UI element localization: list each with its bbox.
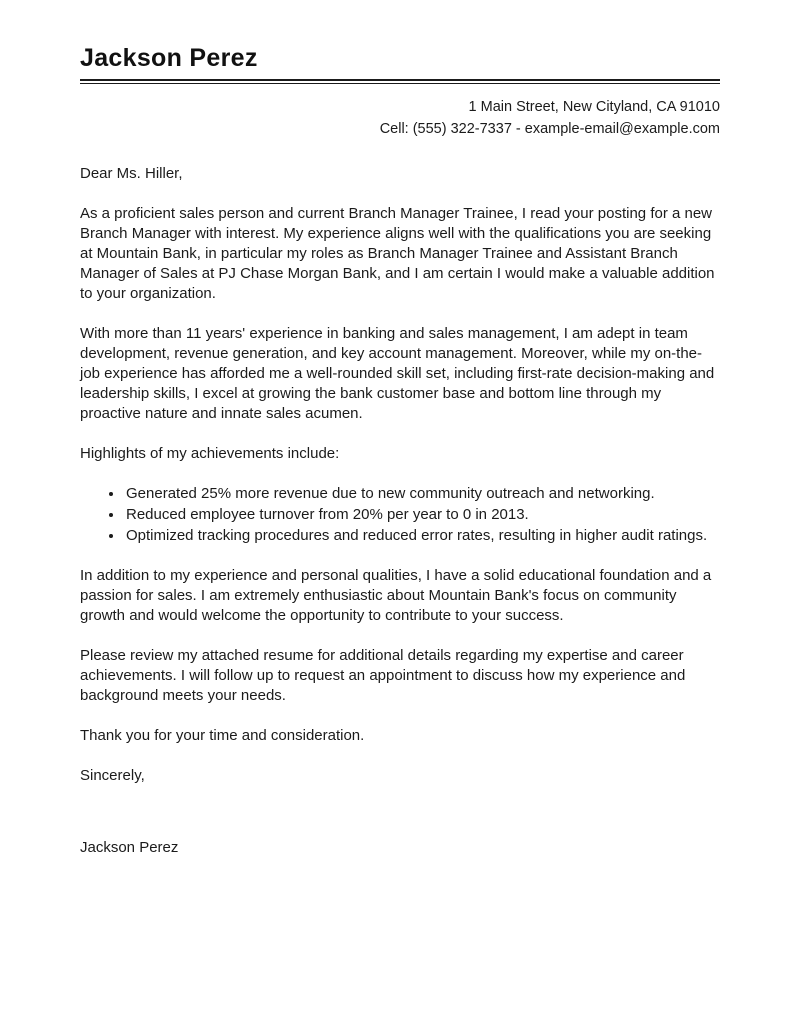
paragraph-experience: With more than 11 years' experience in banking and sales management, I am adept in team development, revenue generation, and key account management. Moreover, while my on-the-job experience has afforded me a well-rounded skill set, including first-rate decision-making and leadership skills, I excel at growing the bank customer base and bottom line through my proactive nature and innate sales acumen. bbox=[80, 325, 715, 422]
paragraph-education: In addition to my experience and personal qualities, I have a solid educational foundation and a passion for sales. I am extremely enthusiastic about Mountain Bank's focus on community growth and would welcome the opportunity to contribute to your success. bbox=[80, 567, 712, 624]
signature-name: Jackson Perez bbox=[80, 839, 179, 856]
contact-block bbox=[80, 98, 720, 138]
letter-header bbox=[80, 44, 720, 84]
achievements-list bbox=[80, 484, 720, 546]
paragraph-thanks: Thank you for your time and consideration. bbox=[80, 727, 365, 744]
highlights-intro: Highlights of my achievements include: bbox=[80, 445, 340, 462]
sender-name: Jackson Perez bbox=[80, 44, 258, 72]
header-divider bbox=[80, 79, 720, 84]
paragraph-follow-up: Please review my attached resume for additional details regarding my expertise and career achievements. I will follow up to request an appointment to discuss how my experience and background meets your needs. bbox=[80, 647, 686, 704]
contact-address: 1 Main Street, New Cityland, CA 91010 bbox=[468, 99, 720, 115]
salutation: Dear Ms. Hiller, bbox=[80, 165, 183, 182]
paragraph-intro: As a proficient sales person and current Branch Manager Trainee, I read your posting for a new Branch Manager with interest. My experience aligns well with the qualifications you are seeking at Mountain Bank, in particular my roles as Branch Manager Trainee and Assistant Branch Manager of Sales at PJ Chase Morgan Bank, and I am certain I would make a valuable addition to your organization. bbox=[80, 205, 715, 302]
achievement-item: • Optimized tracking procedures and reduced error rates, resulting in higher audit ratings. bbox=[124, 526, 720, 546]
achievement-item: • Generated 25% more revenue due to new community outreach and networking. bbox=[124, 484, 720, 504]
valediction: Sincerely, bbox=[80, 767, 145, 784]
achievement-item: • Reduced employee turnover from 20% per year to 0 in 2013. bbox=[124, 505, 720, 525]
contact-phone-email: Cell: (555) 322-7337 - example-email@example.com bbox=[379, 121, 720, 137]
